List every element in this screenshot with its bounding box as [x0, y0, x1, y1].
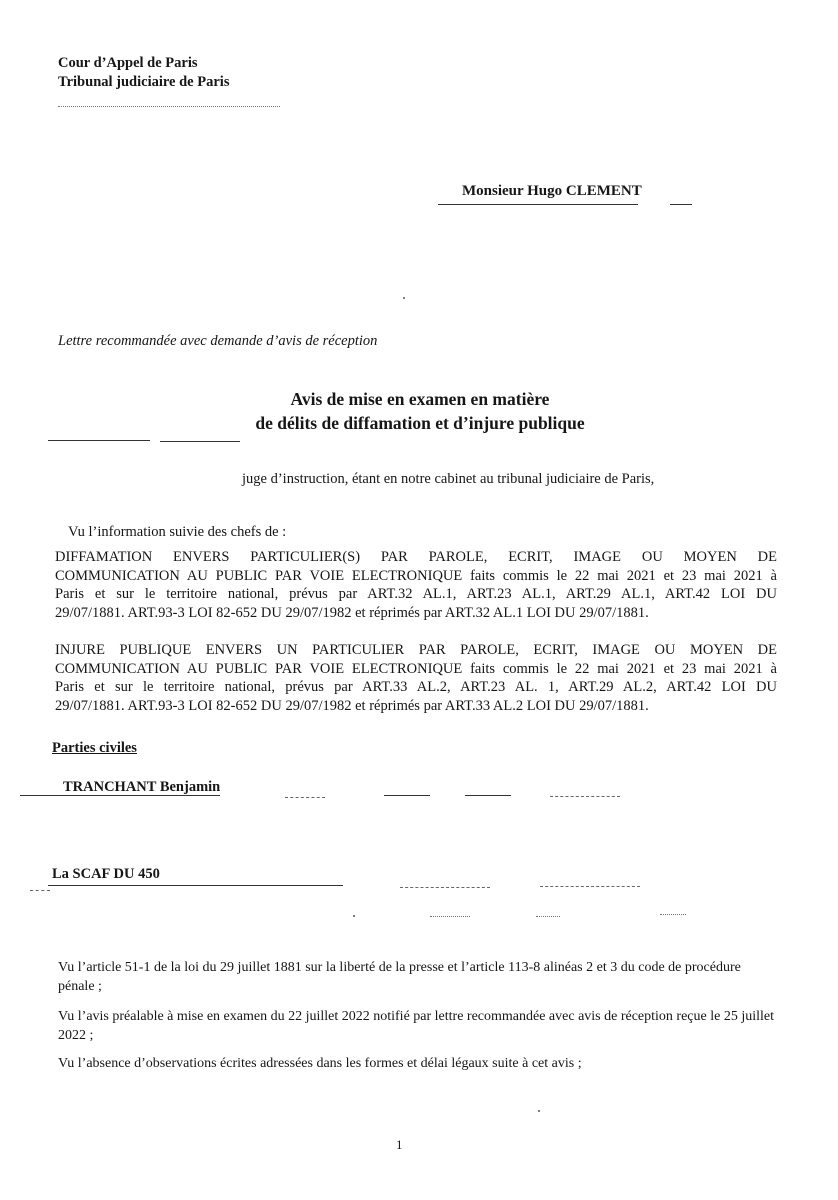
- recipient-name: Monsieur Hugo CLEMENT: [462, 183, 642, 199]
- vu-information: Vu l’information suivie des chefs de :: [68, 524, 287, 540]
- vu-paragraph: Vu l’absence d’observations écrites adressées dans les formes et délai légaux suite à cet avis ;: [58, 1056, 582, 1071]
- charge-line: INJURE PUBLIQUE ENVERS UN PARTICULIER PAR PAROLE, ECRIT, IMAGE OU MOYEN DE: [55, 642, 777, 658]
- tribunal-name: Tribunal judiciaire de Paris: [58, 74, 230, 90]
- scan-speck: [353, 915, 355, 917]
- charge-line: Paris et sur le territoire national, prévus par ART.32 AL.1, ART.23 AL.1, ART.29 AL.1, ART.42 LOI DU: [55, 586, 777, 602]
- scan-rule: [400, 887, 490, 888]
- delivery-mode: Lettre recommandée avec demande d’avis de réception: [58, 333, 378, 349]
- scan-rule: [384, 795, 430, 796]
- scan-rule: [536, 916, 560, 917]
- scan-rule: [670, 204, 692, 205]
- vu-paragraph: Vu l’article 51-1 de la loi du 29 juillet 1881 sur la liberté de la presse et l’article 113-8 alinéas 2 et 3 du code de procédure pénale ;: [58, 960, 741, 994]
- scan-rule: [430, 916, 470, 917]
- scan-rule: [550, 796, 620, 797]
- scan-rule: [30, 890, 50, 891]
- charge-line: 29/07/1881. ART.93-3 LOI 82-652 DU 29/07/1982 et réprimés par ART.32 AL.1 LOI DU 29/07/1881.: [55, 604, 649, 621]
- scan-speck: [403, 297, 405, 299]
- charge-paragraph-diffamation: [55, 548, 777, 622]
- charge-line: COMMUNICATION AU PUBLIC PAR VOIE ELECTRONIQUE faits commis le 22 mai 2021 et 23 mai 2021 à: [55, 567, 777, 584]
- scan-rule: [285, 797, 325, 798]
- vu-paragraph: Vu l’avis préalable à mise en examen du 22 juillet 2022 notifié par lettre recommandée avec avis de réception reçue le 25 juillet 2022 ;: [58, 1009, 774, 1043]
- recipient-underline: [438, 204, 638, 205]
- charge-paragraph-injure: [55, 641, 777, 715]
- civil-party-name: La SCAF DU 450: [52, 866, 160, 882]
- scan-rule: [660, 914, 686, 915]
- charge-line: 29/07/1881. ART.93-3 LOI 82-652 DU 29/07/1982 et réprimés par ART.33 AL.2 LOI DU 29/07/1881.: [55, 697, 649, 714]
- document-title-line2: de délits de diffamation et d’injure publique: [255, 413, 585, 433]
- intro-line: juge d’instruction, étant en notre cabinet au tribunal judiciaire de Paris,: [242, 471, 655, 487]
- party-underline: [48, 885, 343, 886]
- scan-rule: [160, 441, 240, 442]
- scan-speck: [538, 1110, 540, 1112]
- charge-line: COMMUNICATION AU PUBLIC PAR VOIE ELECTRONIQUE faits commis le 22 mai 2021 et 23 mai 2021 à: [55, 660, 777, 677]
- court-name: Cour d’Appel de Paris: [58, 55, 198, 71]
- civil-party-name: TRANCHANT Benjamin: [63, 779, 221, 795]
- document-title-line1: Avis de mise en examen en matière: [290, 389, 550, 409]
- party-underline: [20, 795, 220, 796]
- charge-line: Paris et sur le territoire national, prévus par ART.33 AL.2, ART.23 AL. 1, ART.29 AL.2, ART.42 LOI DU: [55, 679, 777, 695]
- scan-rule: [465, 795, 511, 796]
- scan-rule: [540, 886, 640, 887]
- scan-rule: [58, 106, 280, 107]
- page-number: 1: [396, 1137, 403, 1152]
- civil-parties-heading: Parties civiles: [52, 740, 137, 756]
- scan-rule: [48, 440, 150, 441]
- charge-line: DIFFAMATION ENVERS PARTICULIER(S) PAR PAROLE, ECRIT, IMAGE OU MOYEN DE: [55, 549, 777, 565]
